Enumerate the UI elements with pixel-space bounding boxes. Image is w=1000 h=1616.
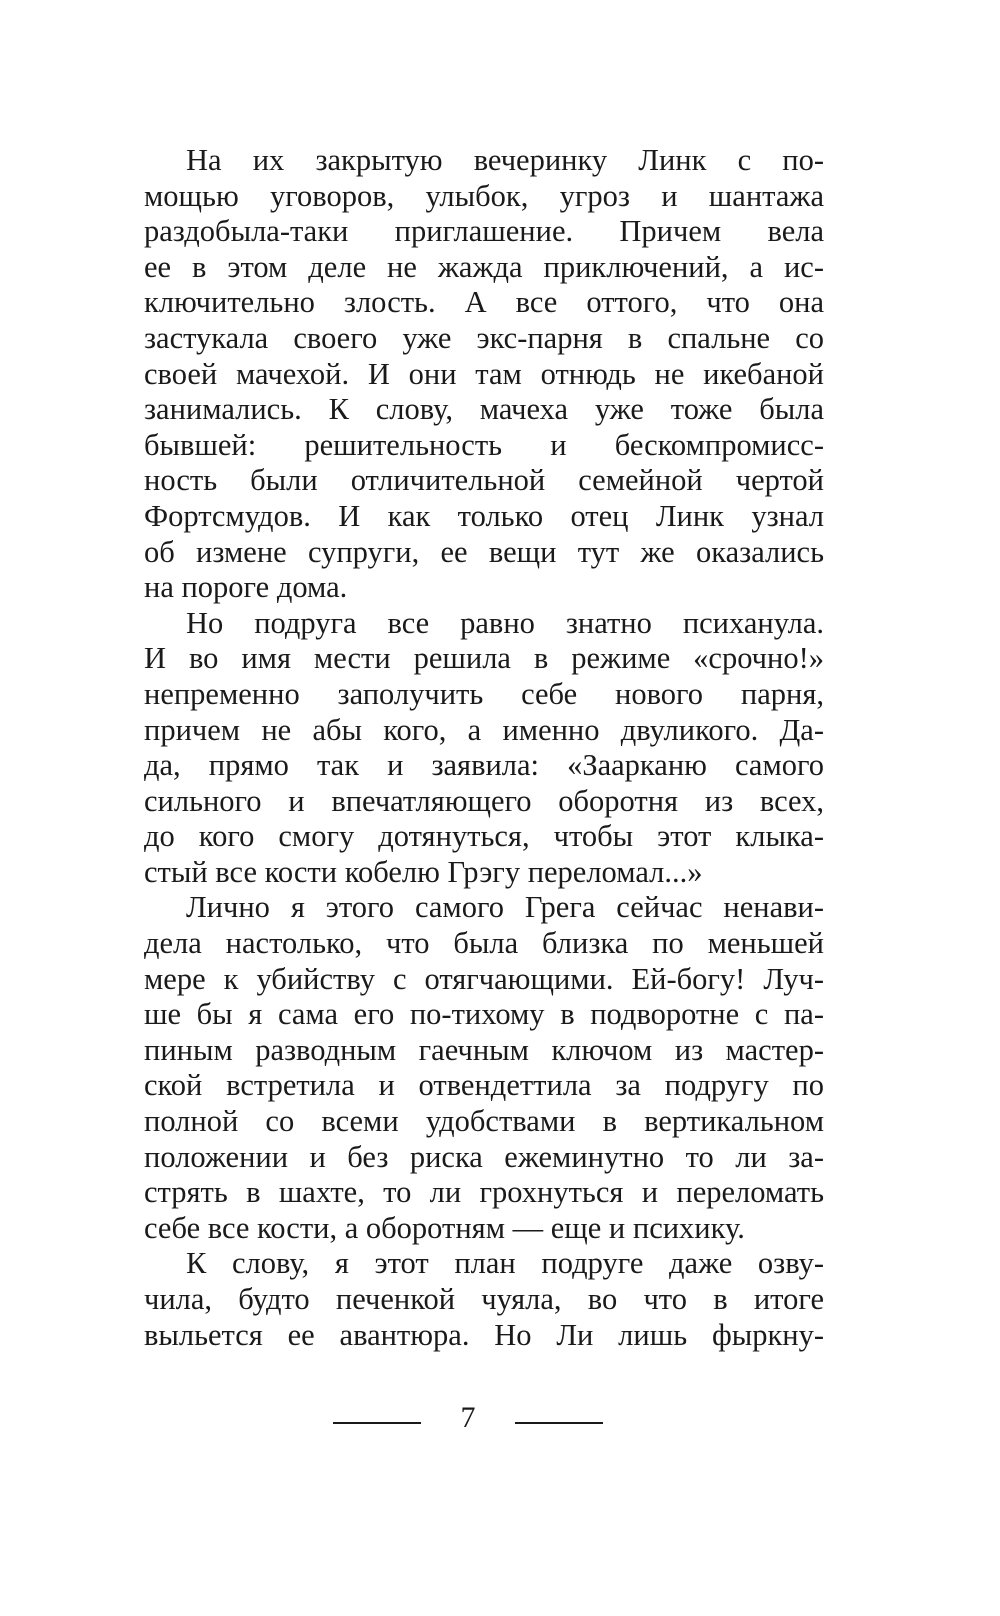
text-line: стрять в шахте, то ли грохнуться и переломать — [144, 1175, 824, 1210]
text-line: ше бы я сама его по-тихому в подворотне с па- — [144, 997, 824, 1032]
text-line: себе все кости, а оборотням — еще и психику. — [144, 1210, 745, 1245]
text-line: ключительно злость. А все оттого, что она — [144, 285, 824, 320]
text-line: мере к убийству с отягчающими. Ей-богу! Луч- — [144, 961, 824, 996]
text-line: непременно заполучить себе нового парня, — [144, 676, 824, 711]
footer-rule-left — [333, 1422, 421, 1424]
page-number: 7 — [460, 1401, 476, 1434]
text-line: да, прямо так и заявила: «Заарканю самого — [144, 748, 824, 783]
text-line: до кого смогу дотянуться, чтобы этот клыка- — [144, 819, 824, 854]
text-line: пиным разводным гаечным ключом из мастер- — [144, 1032, 824, 1067]
text-line: выльется ее авантюра. Но Ли лишь фыркну- — [144, 1317, 824, 1352]
text-line: ее в этом деле не жажда приключений, а ис- — [144, 249, 824, 284]
text-line: мощью уговоров, улыбок, угроз и шантажа — [144, 178, 824, 213]
page-footer — [0, 1396, 1000, 1446]
text-line: сильного и впечатляющего оборотня из всех, — [144, 783, 824, 818]
text-line: Фортсмудов. И как только отец Линк узнал — [144, 498, 824, 533]
text-line: занимались. К слову, мачеха уже тоже была — [144, 392, 824, 427]
text-line: стый все кости кобелю Грэгу переломал...» — [144, 854, 703, 889]
text-line: полной со всеми удобствами в вертикальном — [144, 1104, 824, 1139]
text-line: на пороге дома. — [144, 570, 348, 605]
text-line: ность были отличительной семейной чертой — [144, 463, 824, 498]
text-line: ской встретила и отвендеттила за подругу по — [144, 1068, 824, 1103]
text-line: дела настолько, что была близка по меньшей — [144, 926, 824, 961]
footer-rule-right — [515, 1422, 603, 1424]
text-line: бывшей: решительность и бескомпромисс- — [144, 427, 824, 462]
text-line: об измене супруги, ее вещи тут же оказались — [144, 534, 824, 569]
text-line: Лично я этого самого Грега сейчас ненави- — [186, 890, 824, 925]
text-line: раздобыла-таки приглашение. Причем вела — [144, 214, 824, 249]
text-line: чила, будто печенкой чуяла, во что в итоге — [144, 1282, 824, 1316]
text-line: На их закрытую вечеринку Линк с по- — [186, 143, 824, 177]
text-line: своей мачехой. И они там отнюдь не икебаной — [144, 356, 824, 391]
text-line: застукала своего уже экс-парня в спальне со — [144, 320, 824, 355]
text-line: К слову, я этот план подруге даже озву- — [186, 1246, 824, 1281]
body-text — [144, 143, 824, 1353]
text-line: положении и без риска ежеминутно то ли за- — [144, 1139, 824, 1174]
text-line: Но подруга все равно знатно психанула. — [186, 605, 824, 640]
text-line: И во имя мести решила в режиме «срочно!» — [144, 641, 824, 676]
text-line: причем не абы кого, а именно двуликого. Да- — [144, 712, 824, 747]
